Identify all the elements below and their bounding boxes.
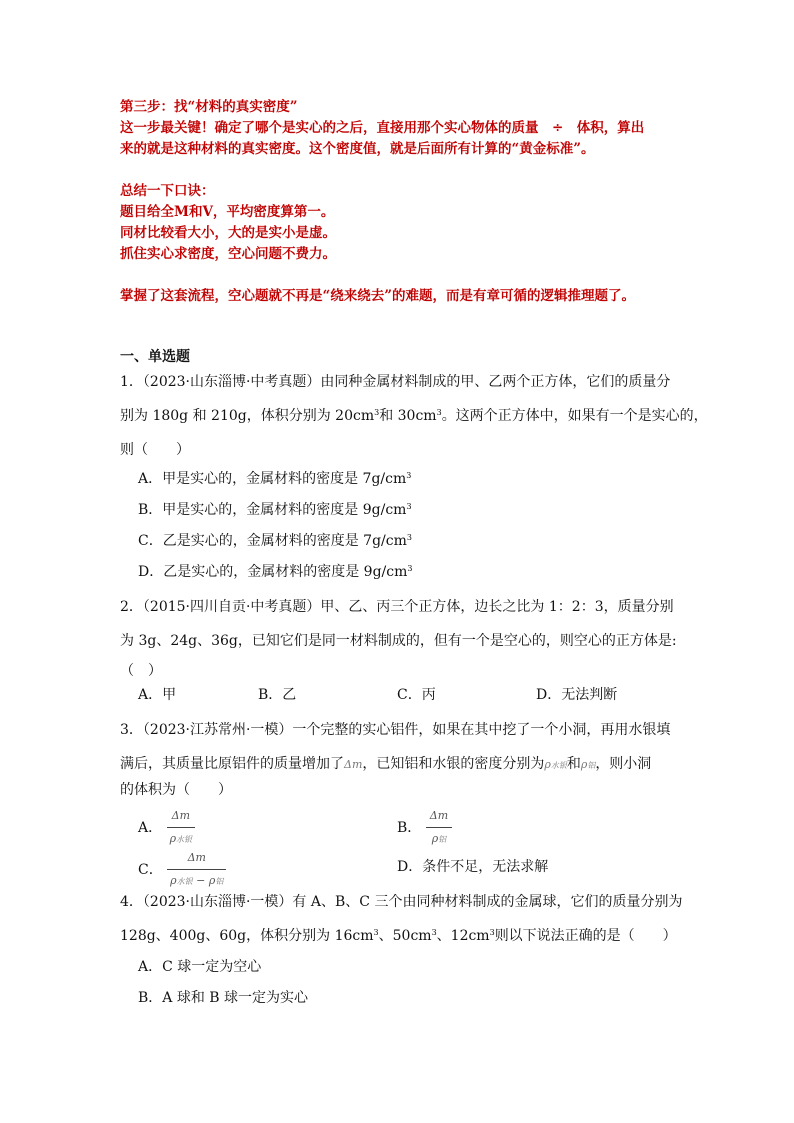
step3-title: 第三步：找“材料的真实密度” [120,99,298,115]
mnemonic-title: 总结一下口诀： [120,183,215,199]
step3-line-1: 这一步最关键！确定了哪个是实心的之后，直接用那个实心物体的质量 ÷ 体积，算出 [120,120,645,136]
step3-line-2: 来的就是这种材料的真实密度。这个密度值，就是后面所有计算的“黄金标准”。 [120,141,595,157]
q4-option-a[interactable]: A．C 球一定为空心 [138,959,262,975]
q3-option-a[interactable]: A． $\frac{\Delta m}{\text{ρ水银}}$ [138,806,195,850]
q4-option-b[interactable]: B．A 球和 B 球一定为实心 [138,990,309,1006]
conclusion-text: 掌握了这套流程，空心题就不再是“绕来绕去”的难题，而是有章可循的逻辑推理题了。 [120,288,636,304]
q1-option-b[interactable]: B．甲是实心的，金属材料的密度是 $9g/cm^3$ [138,502,412,518]
q3-option-a-formula: $\frac{\Delta m}{\text{ρ水银}}$ [167,806,195,850]
q3-option-b[interactable]: B． $\frac{\Delta m}{\text{ρ铝}}$ [397,806,452,850]
mnemonic-line-3: 抓住实心求密度，空心问题不费力。 [120,246,336,262]
q2-option-d[interactable]: D．无法判断 [536,687,618,703]
q3-option-b-formula: $\frac{\Delta m}{\text{ρ铝}}$ [426,806,452,850]
q2-option-a[interactable]: A．甲 [138,687,177,703]
q2-line-2: 为 3g、24g、36g，已知它们是同一材料制成的，但有一个是空心的，则空心的正方体是: [120,633,677,649]
q4-line-2: 128g、400g、60g，体积分别为 $16cm^3$、$50cm^3$、$12cm^3$则以下说法正确的是（ ） [120,928,677,944]
q1-line-2: 别为 180g 和 210g，体积分别为 $20cm^3$和 $30cm^3$。这两个正方体中，如果有一个是实心的， [120,408,708,424]
q3-option-c-formula: $\frac{\Delta m}{\text{ρ水银 − ρ铝}}$ [167,848,226,892]
mnemonic-line-2: 同材比较看大小，大的是实小是虚。 [120,225,336,241]
section-title: 一、单选题 [120,349,190,365]
q3-line-2: 满后，其质量比原铝件的质量增加了Δm，已知铝和水银的密度分别为ρ水银和ρ铝，则小洞 [120,756,652,772]
q1-line-3: 则（ ） [120,442,190,458]
q3-line-1: 3．（2023·江苏常州·一模）一个完整的实心铝件，如果在其中挖了一个小洞，再用水银填 [120,722,671,738]
q2-line-3: （ ） [120,663,162,679]
q2-line-1: 2．（2015·四川自贡·中考真题）甲、乙、丙三个正方体，边长之比为 1：2：3，质量分别 [120,599,674,615]
q2-option-b[interactable]: B．乙 [258,687,297,703]
q2-option-c[interactable]: C．丙 [397,687,436,703]
q1-option-c[interactable]: C．乙是实心的，金属材料的密度是 $7g/cm^3$ [138,533,412,549]
q1-option-d[interactable]: D．乙是实心的，金属材料的密度是 $9g/cm^3$ [138,564,413,580]
q3-line-3: 的体积为（ ） [120,782,232,798]
q3-option-c[interactable]: C． $\frac{\Delta m}{\text{ρ水银 − ρ铝}}$ [138,848,226,892]
q3-option-d[interactable]: D．条件不足，无法求解 [397,859,549,875]
q1-line-1: 1．（2023·山东淄博·中考真题）由同种金属材料制成的甲、乙两个正方体，它们的质量分 [120,374,671,390]
mnemonic-line-1: 题目给全M和V，平均密度算第一。 [120,204,335,220]
q1-option-a[interactable]: A．甲是实心的，金属材料的密度是 $7g/cm^3$ [138,471,412,487]
q4-line-1: 4．（2023·山东淄博·一模）有 A、B、C 三个由同种材料制成的金属球，它们的质量分别为 [120,894,683,910]
